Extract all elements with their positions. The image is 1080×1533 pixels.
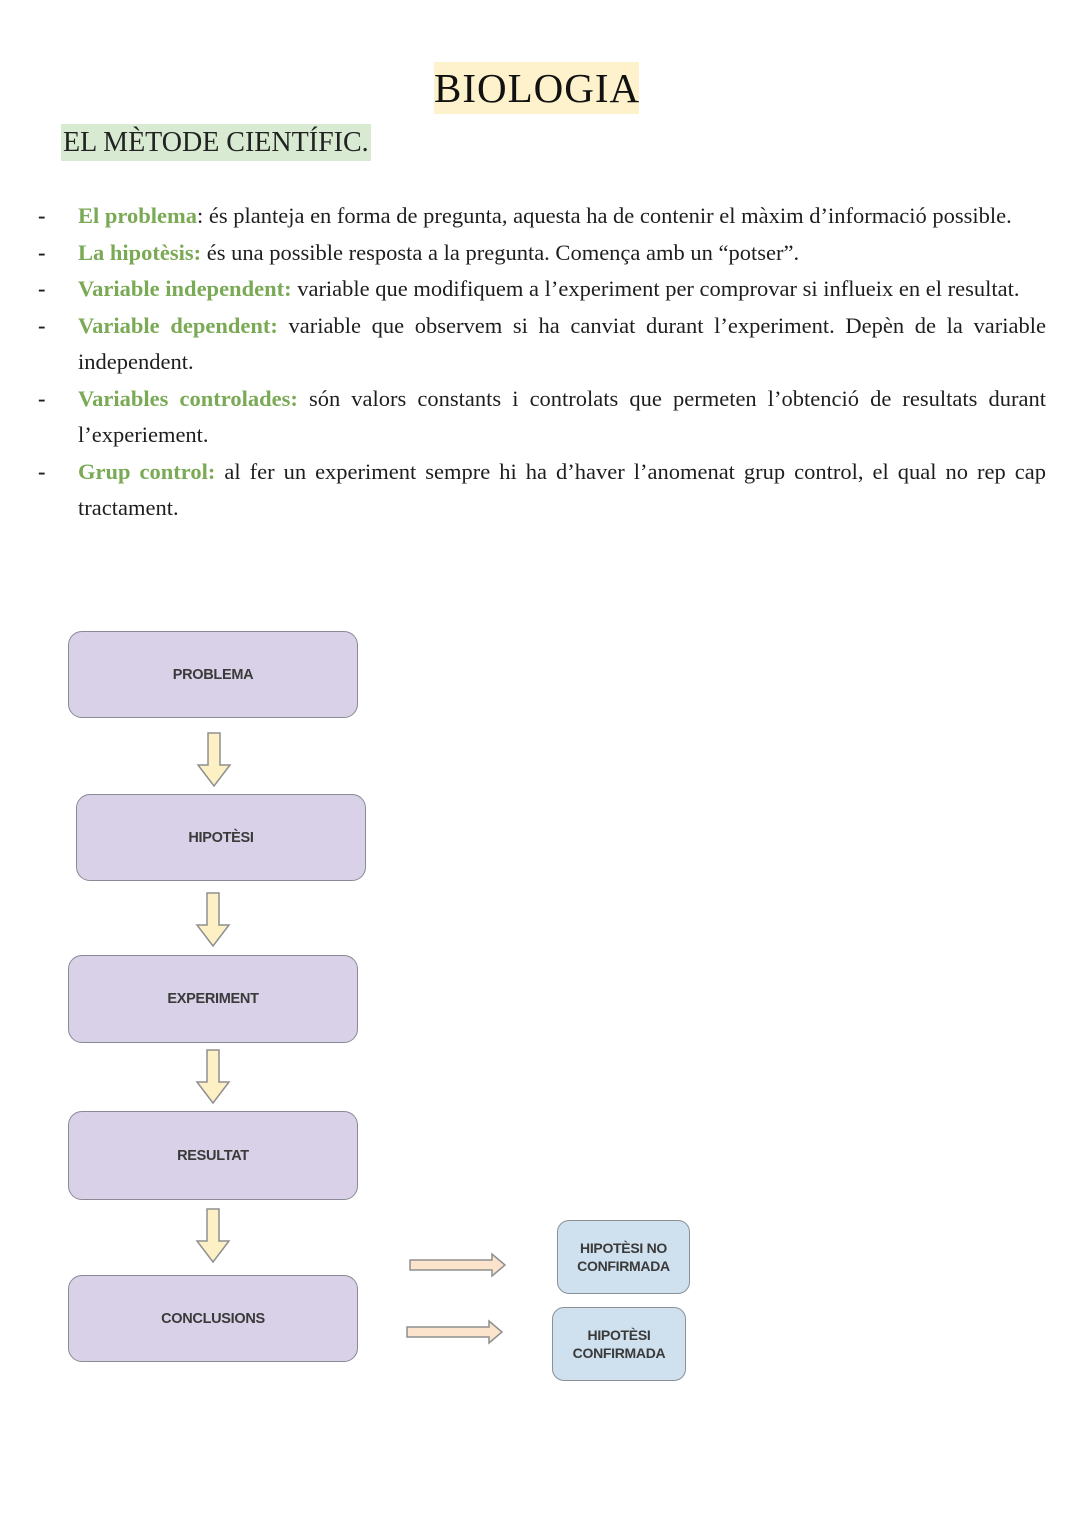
definitions-list — [0, 198, 1080, 527]
definition-variables-controlades — [38, 381, 1046, 454]
down-arrow-icon — [196, 732, 232, 788]
definition-text: : és planteja en forma de pregunta, aquesta ha de contenir el màxim d’informació possible. — [196, 203, 1012, 228]
definition-text: al fer un experiment sempre hi ha d’haver l’anomenat grup control, el qual no rep cap tractament. — [78, 458, 1046, 520]
definition-term: La hipotèsis: — [78, 239, 202, 265]
definition-term: Grup control: — [78, 458, 216, 484]
definition-term: Variables controlades: — [78, 385, 298, 411]
definition-term: Variable independent: — [78, 276, 292, 301]
definition-term: El problema — [78, 203, 197, 228]
definition-variable-dependent — [38, 308, 1047, 381]
outcome-hipotesi-confirmada: HIPOTÈSI CONFIRMADA — [552, 1307, 686, 1381]
down-arrow-icon — [195, 1208, 231, 1264]
definition-problema — [38, 198, 1046, 235]
bullet-dash: - — [38, 458, 46, 484]
bullet-dash: - — [38, 276, 46, 301]
right-arrow-icon — [409, 1253, 507, 1277]
flow-step-resultat: RESULTAT — [68, 1111, 358, 1200]
definition-text: variable que modifiquem a l’experiment per comprovar si influeix en el resultat. — [291, 276, 1020, 301]
definition-variable-independent — [38, 271, 1046, 308]
section-heading: EL MÈTODE CIENTÍFIC. — [61, 124, 371, 161]
down-arrow-icon — [195, 1049, 231, 1105]
definition-hipotesis — [38, 235, 1046, 272]
bullet-dash: - — [38, 385, 46, 411]
flow-step-experiment: EXPERIMENT — [68, 955, 358, 1043]
bullet-dash: - — [38, 203, 46, 228]
definition-text: variable que observem si ha canviat durant l’experiment. Depèn de la variable independent. — [78, 312, 1047, 374]
definition-text: és una possible resposta a la pregunta. Comença amb un “potser”. — [201, 239, 800, 265]
flow-step-conclusions: CONCLUSIONS — [68, 1275, 358, 1362]
down-arrow-icon — [195, 892, 231, 948]
right-arrow-icon — [406, 1320, 504, 1344]
flow-step-hipotesi: HIPOTÈSI — [76, 794, 366, 881]
bullet-dash: - — [38, 312, 46, 338]
bullet-dash: - — [38, 239, 46, 265]
flow-step-problema: PROBLEMA — [68, 631, 358, 718]
page-title: BIOLOGIA — [434, 62, 639, 114]
definition-term: Variable dependent: — [78, 312, 278, 338]
definition-grup-control — [38, 454, 1046, 527]
definition-text: són valors constants i controlats que permeten l’obtenció de resultats durant l’experiement. — [78, 385, 1046, 447]
outcome-hipotesi-no-confirmada: HIPOTÈSI NO CONFIRMADA — [557, 1220, 690, 1294]
